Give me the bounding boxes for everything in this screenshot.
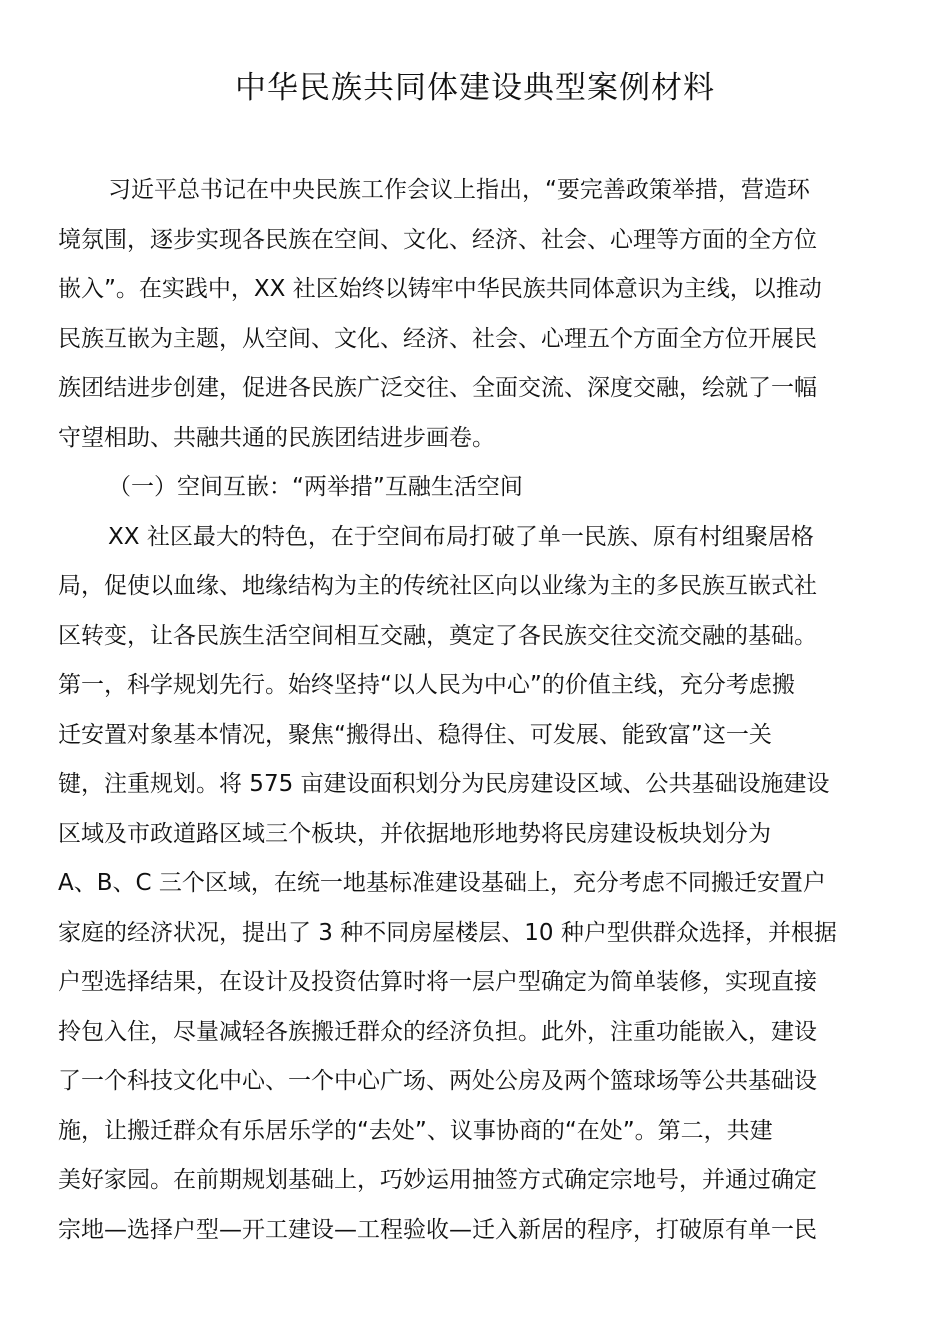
paragraph-line: 拎包入住，尽量减轻各族搬迁群众的经济负担。此外，注重功能嵌入，建设 <box>58 1018 817 1045</box>
paragraph-line: 迁安置对象基本情况，聚焦“搬得出、稳得住、可发展、能致富”这一关 <box>58 721 772 748</box>
paragraph-line: XX 社区最大的特色，在于空间布局打破了单一民族、原有村组聚居格 <box>108 523 814 550</box>
paragraph-line: 守望相助、共融共通的民族团结进步画卷。 <box>58 424 495 451</box>
paragraph-line: 境氛围，逐步实现各民族在空间、文化、经济、社会、心理等方面的全方位 <box>58 226 817 253</box>
paragraph-line: 习近平总书记在中央民族工作会议上指出，“要完善政策举措，营造环 <box>108 177 810 203</box>
paragraph-line: 嵌入”。在实践中，XX 社区始终以铸牢中华民族共同体意识为主线，以推动 <box>58 276 822 302</box>
paragraph-line: 键，注重规划。将 575 亩建设面积划分为民房建设区域、公共基础设施建设 <box>58 771 830 797</box>
section-heading: （一）空间互嵌：“两举措”互融生活空间 <box>108 474 523 500</box>
paragraph-line: 户型选择结果，在设计及投资估算时将一层户型确定为简单装修，实现直接 <box>58 969 817 995</box>
paragraph-line: A、B、C 三个区域，在统一地基标准建设基础上，充分考虑不同搬迁安置户 <box>58 870 826 896</box>
document-body <box>58 166 898 1255</box>
paragraph-line: 施，让搬迁群众有乐居乐学的“去处”、议事协商的“在处”。第二，共建 <box>58 1117 773 1144</box>
paragraph-line: 局，促使以血缘、地缘结构为主的传统社区向以业缘为主的多民族互嵌式社 <box>58 573 817 599</box>
paragraph-line: 区域及市政道路区域三个板块，并依据地形地势将民房建设板块划分为 <box>58 820 771 847</box>
paragraph-line: 了一个科技文化中心、一个中心广场、两处公房及两个篮球场等公共基础设 <box>58 1068 817 1094</box>
document-title: 中华民族共同体建设典型案例材料 <box>235 70 715 106</box>
paragraph-line: 美好家园。在前期规划基础上，巧妙运用抽签方式确定宗地号，并通过确定 <box>58 1167 817 1193</box>
paragraph-line: 宗地—选择户型—开工建设—工程验收—迁入新居的程序，打破原有单一民 <box>58 1216 817 1243</box>
paragraph-line: 族团结进步创建，促进各民族广泛交往、全面交流、深度交融，绘就了一幅 <box>58 375 817 401</box>
paragraph-line: 家庭的经济状况，提出了 3 种不同房屋楼层、10 种户型供群众选择，并根据 <box>58 919 837 946</box>
paragraph-line: 第一，科学规划先行。始终坚持“以人民为中心”的价值主线，充分考虑搬 <box>58 672 795 698</box>
paragraph-line: 民族互嵌为主题，从空间、文化、经济、社会、心理五个方面全方位开展民 <box>58 325 817 352</box>
paragraph-line: 区转变，让各民族生活空间相互交融，奠定了各民族交往交流交融的基础。 <box>58 622 817 649</box>
